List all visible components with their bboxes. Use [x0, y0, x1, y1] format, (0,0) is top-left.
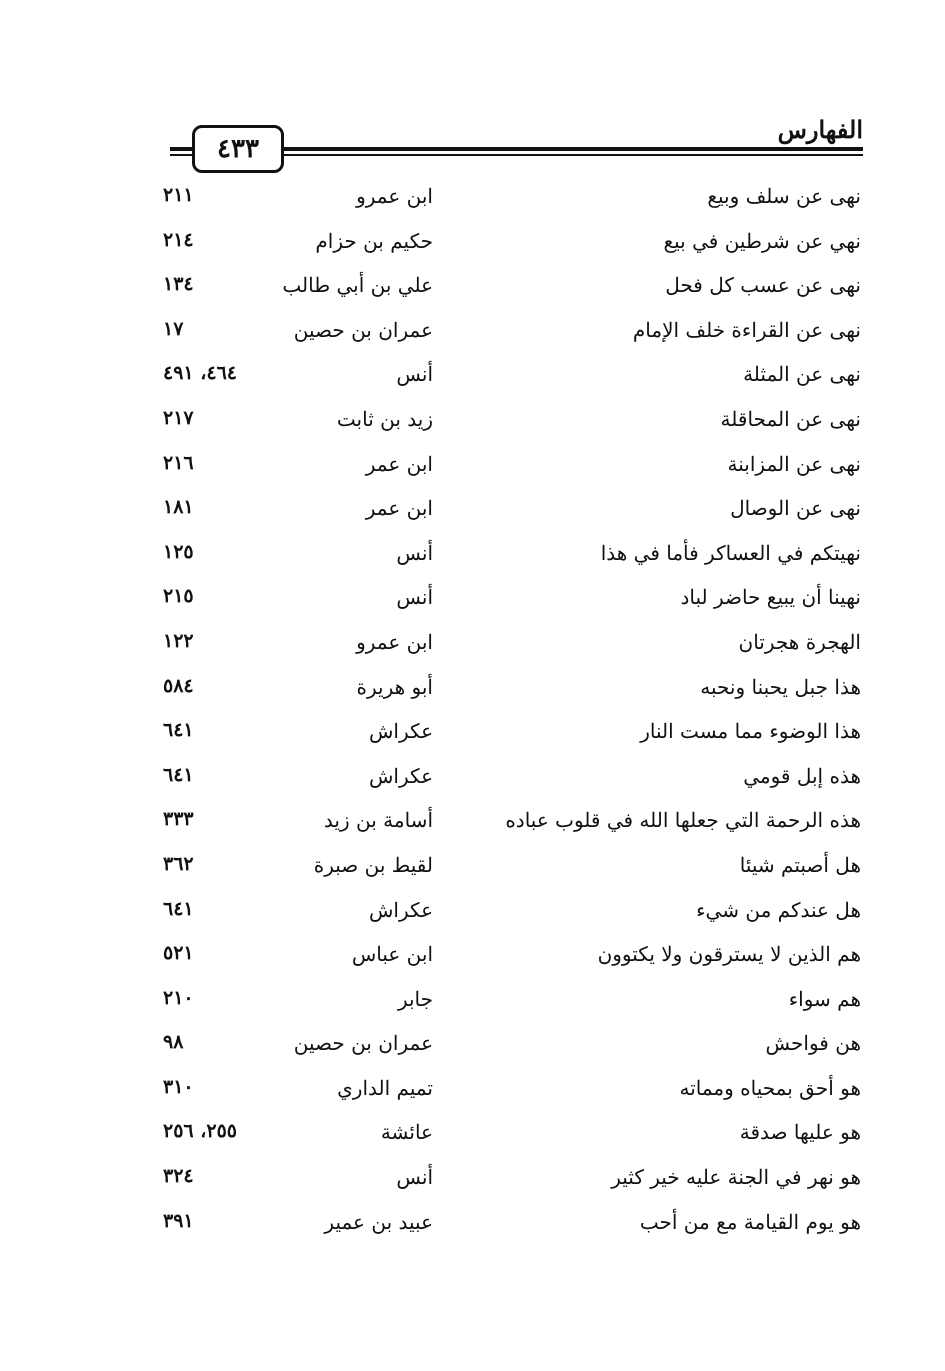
page-number: ٤٣٣: [192, 125, 284, 173]
narrator-name: لقيط بن صبرة: [313, 852, 433, 877]
narrator-name: أنس: [396, 1165, 433, 1190]
page-reference: ١٨١: [163, 496, 194, 519]
index-row: [0, 981, 945, 1026]
page-reference: ٥٨٤: [163, 674, 194, 697]
index-row: [0, 579, 945, 624]
narrator-name: ابن عمر: [365, 496, 433, 521]
page-reference: ٦٤١: [163, 763, 194, 786]
narrator-name: عكراش: [369, 763, 433, 788]
page-reference: ٢١٥: [163, 585, 194, 608]
hadith-text: هم الذين لا يسترقون ولا يكتوون: [597, 942, 861, 967]
narrator-name: علي بن أبي طالب: [282, 273, 433, 298]
index-list: [0, 178, 945, 1248]
hadith-text: نهى عن الوصال: [730, 496, 861, 521]
index-row: [0, 356, 945, 401]
hadith-text: هذا جبل يحبنا ونحبه: [700, 674, 861, 699]
narrator-name: أنس: [396, 540, 433, 565]
narrator-name: عمران بن حصين: [293, 317, 433, 342]
page-reference: ٢١٧: [163, 406, 194, 429]
index-row: [0, 802, 945, 847]
index-row: [0, 1114, 945, 1159]
index-row: [0, 1070, 945, 1115]
index-row: [0, 892, 945, 937]
narrator-name: أسامة بن زيد: [323, 808, 433, 833]
index-row: [0, 401, 945, 446]
page-reference: ١٣٤: [163, 273, 194, 296]
page-reference: ٣١٠: [163, 1075, 194, 1098]
index-row: [0, 446, 945, 491]
index-row: [0, 1159, 945, 1204]
hadith-text: هو أحق بمحياه ومماته: [679, 1075, 861, 1100]
narrator-name: زيد بن ثابت: [336, 406, 433, 431]
page-reference: ١٢٥: [163, 540, 194, 563]
hadith-text: نهي عن شرطين في بيع: [663, 228, 861, 253]
index-row: [0, 624, 945, 669]
narrator-name: جابر: [397, 986, 433, 1011]
hadith-text: نهيتكم في العساكر فأما في هذا: [600, 540, 861, 565]
hadith-text: نهى عن المزابنة: [727, 451, 861, 476]
page-reference: ٢١١: [163, 184, 194, 206]
page-reference: ٣٢٤: [163, 1165, 194, 1188]
page-reference: ٥٢١: [163, 942, 194, 965]
narrator-name: ابن عمرو: [356, 184, 433, 208]
page-reference: ٢٥٥، ٢٥٦: [163, 1120, 237, 1143]
narrator-name: أنس: [396, 362, 433, 387]
hadith-text: هذا الوضوء مما مست النار: [640, 719, 861, 744]
hadith-text: هو يوم القيامة مع من أحب: [639, 1209, 861, 1234]
index-row: [0, 713, 945, 758]
page-reference: ٣٦٢: [163, 852, 194, 875]
hadith-text: نهى عن المثلة: [743, 362, 861, 387]
index-row: [0, 535, 945, 580]
hadith-text: نهى عن المحاقلة: [720, 406, 861, 431]
page-reference: ٣٩١: [163, 1209, 194, 1232]
hadith-text: هو نهر في الجنة عليه خير كثير: [611, 1165, 861, 1190]
index-row: [0, 1025, 945, 1070]
hadith-text: هو عليها صدقة: [739, 1120, 861, 1145]
narrator-name: تميم الداري: [337, 1075, 433, 1100]
narrator-name: ابن عباس: [351, 942, 433, 967]
index-row: [0, 1204, 945, 1249]
narrator-name: أبو هريرة: [356, 674, 433, 699]
narrator-name: عمران بن حصين: [293, 1031, 433, 1056]
narrator-name: عبيد بن عمير: [324, 1209, 433, 1234]
page-reference: ٤٦٤، ٤٩١: [163, 362, 237, 385]
index-row: [0, 223, 945, 268]
index-row: [0, 490, 945, 535]
narrator-name: حكيم بن حزام: [315, 228, 433, 253]
hadith-text: هل أصبتم شيئا: [739, 852, 861, 877]
narrator-name: ابن عمرو: [356, 629, 433, 654]
page-reference: ٦٤١: [163, 897, 194, 920]
page-reference: ٢١٠: [163, 986, 194, 1009]
hadith-text: نهى عن سلف وبيع: [707, 184, 861, 208]
narrator-name: عكراش: [369, 897, 433, 922]
page-reference: ٩٨: [163, 1031, 184, 1054]
index-row: [0, 936, 945, 981]
narrator-name: عكراش: [369, 719, 433, 744]
narrator-name: أنس: [396, 585, 433, 610]
page-header: [0, 0, 945, 180]
index-row: [0, 178, 945, 223]
page-reference: ١٢٢: [163, 629, 194, 652]
page-reference: ١٧: [163, 317, 184, 340]
hadith-text: هل عندكم من شيء: [696, 897, 861, 922]
hadith-text: هم سواء: [788, 986, 861, 1011]
index-row: [0, 758, 945, 803]
index-row: [0, 267, 945, 312]
page-reference: ٢١٦: [163, 451, 194, 474]
index-row: [0, 669, 945, 714]
hadith-text: هن فواحش: [765, 1031, 861, 1056]
page-reference: ٦٤١: [163, 719, 194, 742]
section-title: الفهارس: [777, 115, 863, 144]
index-row: [0, 847, 945, 892]
hadith-text: هذه إبل قومي: [743, 763, 861, 788]
hadith-text: نهينا أن يبيع حاضر لباد: [680, 585, 861, 610]
index-row: [0, 312, 945, 357]
page-reference: ٢١٤: [163, 228, 194, 251]
hadith-text: نهى عن القراءة خلف الإمام: [632, 317, 861, 342]
narrator-name: ابن عمر: [365, 451, 433, 476]
narrator-name: عائشة: [380, 1120, 433, 1145]
hadith-text: نهى عن عسب كل فحل: [665, 273, 861, 298]
hadith-text: الهجرة هجرتان: [738, 629, 861, 654]
hadith-text: هذه الرحمة التي جعلها الله في قلوب عباده: [505, 808, 861, 833]
page-reference: ٣٣٣: [163, 808, 194, 831]
